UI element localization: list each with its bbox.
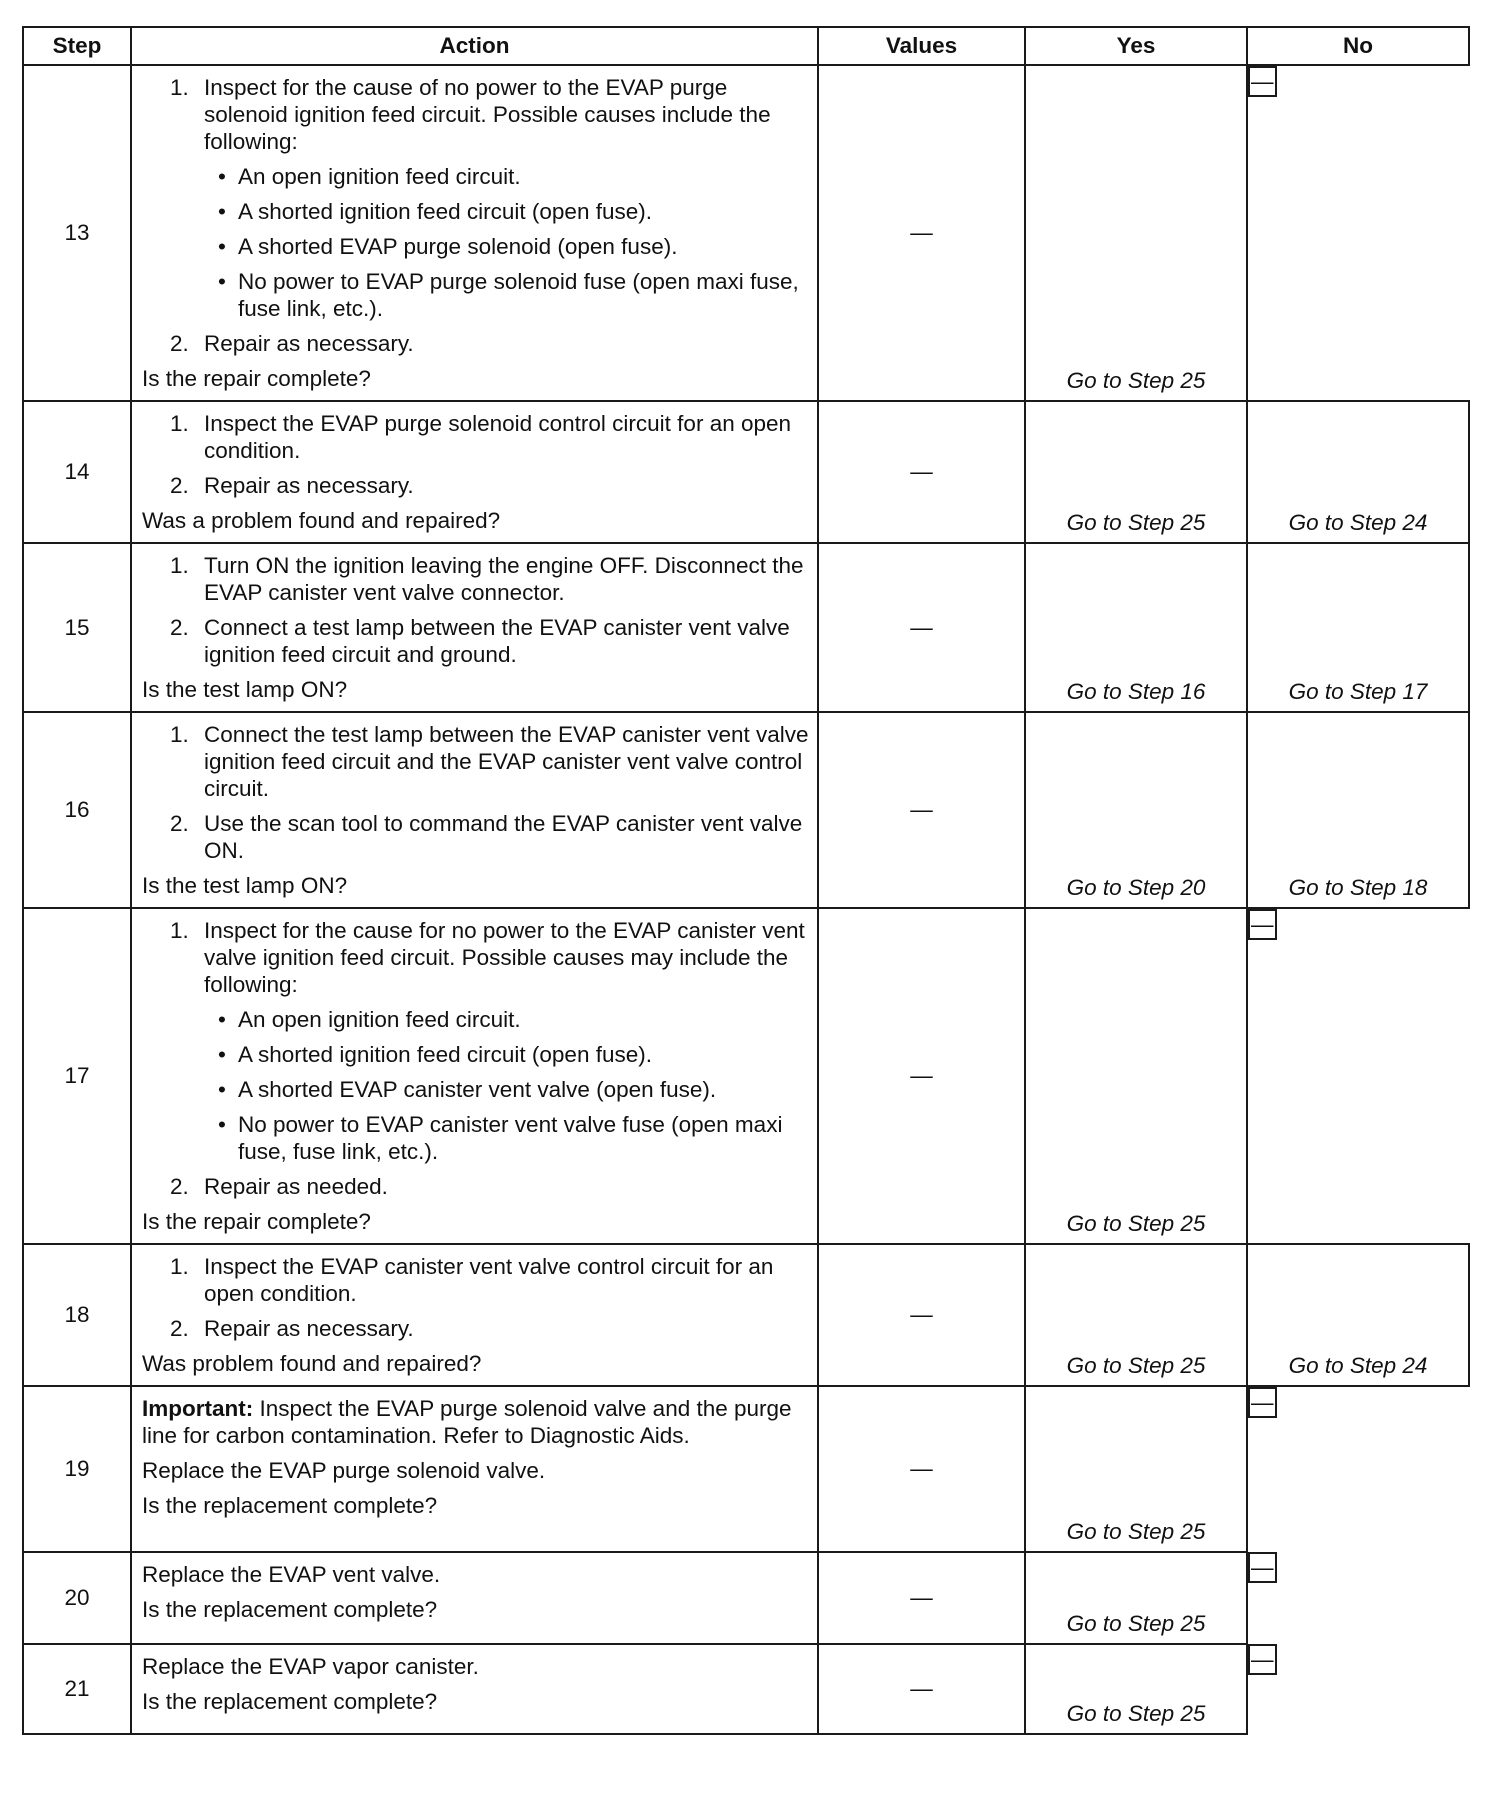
yes-cell: Go to Step 25 — [1025, 1644, 1247, 1734]
bullet-item: • An open ignition feed circuit. — [142, 163, 809, 190]
bullet-item: • A shorted ignition feed circuit (open fuse). — [142, 198, 809, 225]
yes-cell: Go to Step 25 — [1025, 1244, 1247, 1386]
bullet-item: • An open ignition feed circuit. — [142, 1006, 809, 1033]
action-question: Was a problem found and repaired? — [142, 508, 501, 533]
step-number: 14 — [23, 401, 131, 543]
bullet-item: • A shorted EVAP canister vent valve (open fuse). — [142, 1076, 809, 1103]
item-text: Use the scan tool to command the EVAP canister vent valve ON. — [204, 811, 803, 863]
action-cell — [131, 401, 818, 543]
item-number: 1. — [170, 75, 189, 100]
important-label: Important: — [142, 1396, 254, 1421]
bullet-item: • No power to EVAP purge solenoid fuse (open maxi fuse, fuse link, etc.). — [142, 268, 809, 322]
values-cell: — — [818, 401, 1025, 543]
action-cell — [131, 1386, 818, 1552]
item-text: Inspect for the cause for no power to the EVAP canister vent valve ignition feed circuit. Possible causes may include the following: — [204, 918, 805, 997]
numbered-item — [142, 917, 809, 998]
numbered-item — [142, 330, 809, 357]
yes-cell: Go to Step 25 — [1025, 1552, 1247, 1644]
item-text: Repair as necessary. — [204, 1316, 414, 1341]
numbered-item — [142, 810, 809, 864]
action-question: Is the replacement complete? — [142, 1493, 438, 1518]
values-cell: — — [818, 908, 1025, 1244]
action-cell — [131, 712, 818, 908]
yes-cell: Go to Step 16 — [1025, 543, 1247, 712]
step-number: 15 — [23, 543, 131, 712]
header-values: Values — [818, 27, 1025, 65]
table-row — [23, 908, 1469, 1244]
values-cell: — — [818, 712, 1025, 908]
bullet-item: • No power to EVAP canister vent valve fuse (open maxi fuse, fuse link, etc.). — [142, 1111, 809, 1165]
action-question: Is the test lamp ON? — [142, 873, 348, 898]
item-text: Turn ON the ignition leaving the engine OFF. Disconnect the EVAP canister vent valve connector. — [204, 553, 804, 605]
item-text: Inspect for the cause of no power to the EVAP purge solenoid ignition feed circuit. Possible causes include the following: — [204, 75, 771, 154]
yes-cell: Go to Step 25 — [1025, 65, 1247, 401]
step-number: 18 — [23, 1244, 131, 1386]
numbered-item — [142, 472, 809, 499]
step-number: 16 — [23, 712, 131, 908]
header-step: Step — [23, 27, 131, 65]
item-number: 2. — [170, 473, 189, 498]
diagnostic-table — [22, 26, 1470, 1735]
header-row — [23, 27, 1469, 65]
action-question: Is the replacement complete? — [142, 1597, 438, 1622]
numbered-item — [142, 1173, 809, 1200]
values-cell: — — [818, 543, 1025, 712]
yes-cell: Go to Step 20 — [1025, 712, 1247, 908]
item-text: Repair as necessary. — [204, 473, 414, 498]
action-cell — [131, 1644, 818, 1734]
item-number: 2. — [170, 331, 189, 356]
no-cell: — — [1248, 1387, 1277, 1418]
no-cell: — — [1248, 909, 1277, 940]
item-text: Repair as needed. — [204, 1174, 388, 1199]
action-question: Is the test lamp ON? — [142, 677, 348, 702]
table-row — [23, 1244, 1469, 1386]
numbered-item — [142, 1253, 809, 1307]
table-row — [23, 65, 1469, 401]
numbered-item — [142, 614, 809, 668]
values-cell: — — [818, 1244, 1025, 1386]
numbered-item — [142, 74, 809, 155]
numbered-item — [142, 410, 809, 464]
no-cell: — — [1248, 1552, 1277, 1583]
numbered-item — [142, 552, 809, 606]
item-number: 1. — [170, 1254, 189, 1279]
important-text: Inspect the EVAP purge solenoid valve and the purge line for carbon contamination. Refer to Diagnostic Aids. — [142, 1396, 792, 1448]
step-number: 13 — [23, 65, 131, 401]
no-cell: Go to Step 24 — [1247, 1244, 1469, 1386]
item-number: 2. — [170, 1316, 189, 1341]
no-cell: — — [1248, 66, 1277, 97]
step-number: 21 — [23, 1644, 131, 1734]
header-no: No — [1247, 27, 1469, 65]
action-cell — [131, 543, 818, 712]
action-instruction: Replace the EVAP vapor canister. — [142, 1654, 479, 1679]
action-cell — [131, 65, 818, 401]
numbered-item — [142, 1315, 809, 1342]
values-cell: — — [818, 1644, 1025, 1734]
item-text: Connect the test lamp between the EVAP canister vent valve ignition feed circuit and the EVAP canister vent valve control circuit. — [204, 722, 809, 801]
item-text: Inspect the EVAP purge solenoid control circuit for an open condition. — [204, 411, 792, 463]
step-number: 19 — [23, 1386, 131, 1552]
bullet-item: • A shorted EVAP purge solenoid (open fuse). — [142, 233, 809, 260]
bullet-item: • A shorted ignition feed circuit (open fuse). — [142, 1041, 809, 1068]
no-cell: Go to Step 18 — [1247, 712, 1469, 908]
table-row — [23, 1552, 1469, 1644]
step-number: 20 — [23, 1552, 131, 1644]
table-row — [23, 712, 1469, 908]
item-number: 1. — [170, 553, 189, 578]
item-number: 2. — [170, 811, 189, 836]
step-number: 17 — [23, 908, 131, 1244]
yes-cell: Go to Step 25 — [1025, 401, 1247, 543]
item-number: 1. — [170, 918, 189, 943]
header-yes: Yes — [1025, 27, 1247, 65]
action-cell — [131, 1552, 818, 1644]
item-number: 1. — [170, 722, 189, 747]
item-number: 2. — [170, 1174, 189, 1199]
no-cell: Go to Step 24 — [1247, 401, 1469, 543]
action-cell — [131, 908, 818, 1244]
item-text: Inspect the EVAP canister vent valve control circuit for an open condition. — [204, 1254, 774, 1306]
yes-cell: Go to Step 25 — [1025, 908, 1247, 1244]
values-cell: — — [818, 1386, 1025, 1552]
table-row — [23, 1644, 1469, 1734]
action-instruction: Replace the EVAP vent valve. — [142, 1562, 441, 1587]
table-row — [23, 543, 1469, 712]
item-number: 1. — [170, 411, 189, 436]
item-text: Repair as necessary. — [204, 331, 414, 356]
values-cell: — — [818, 65, 1025, 401]
item-text: Connect a test lamp between the EVAP canister vent valve ignition feed circuit and ground. — [204, 615, 790, 667]
yes-cell: Go to Step 25 — [1025, 1386, 1247, 1552]
action-instruction: Replace the EVAP purge solenoid valve. — [142, 1458, 546, 1483]
action-cell — [131, 1244, 818, 1386]
table-row — [23, 401, 1469, 543]
action-question: Is the replacement complete? — [142, 1689, 438, 1714]
table-row — [23, 1386, 1469, 1552]
item-number: 2. — [170, 615, 189, 640]
action-question: Is the repair complete? — [142, 366, 371, 391]
action-question: Is the repair complete? — [142, 1209, 371, 1234]
values-cell: — — [818, 1552, 1025, 1644]
header-action: Action — [131, 27, 818, 65]
action-question: Was problem found and repaired? — [142, 1351, 482, 1376]
no-cell: Go to Step 17 — [1247, 543, 1469, 712]
important-note — [142, 1395, 809, 1449]
numbered-item — [142, 721, 809, 802]
no-cell: — — [1248, 1644, 1277, 1675]
